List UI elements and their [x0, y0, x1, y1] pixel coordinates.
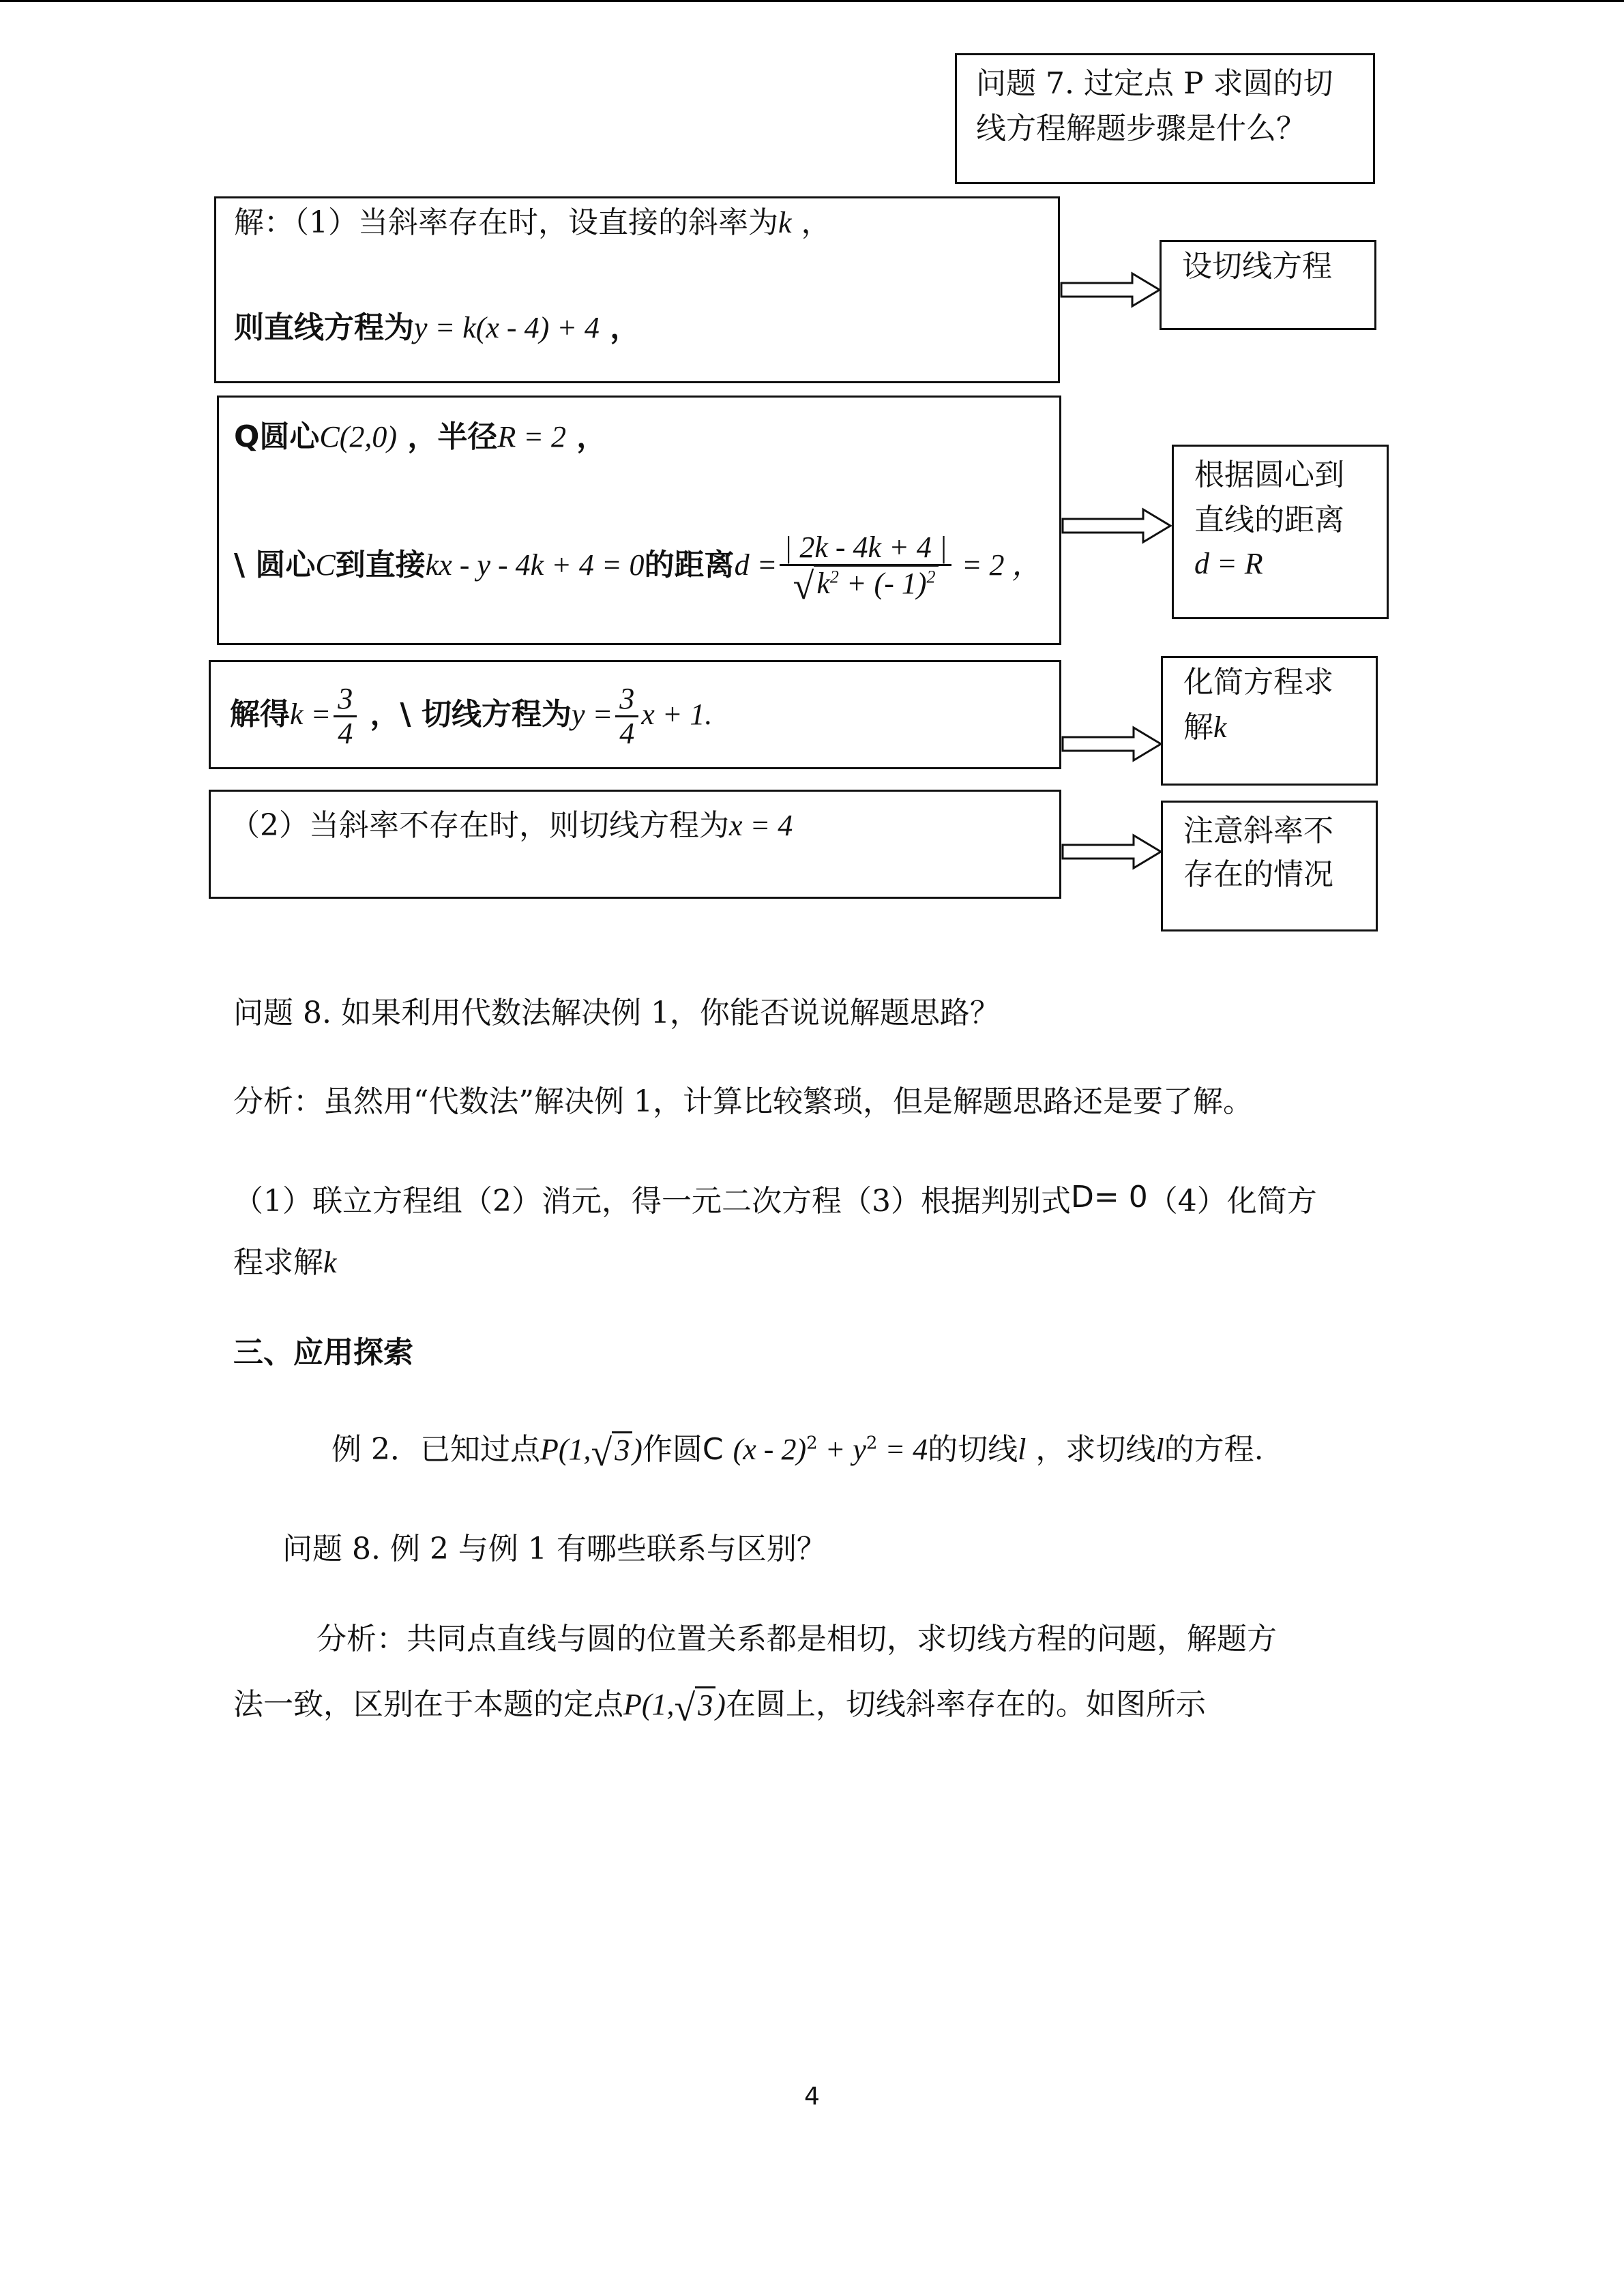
- algebra-steps-text: （1）联立方程组（2）消元，得一元二次方程（3）根据判别式: [233, 1184, 1071, 1219]
- example2-circle: (x - 2): [733, 1433, 807, 1466]
- side2-line1: 根据圆心到: [1194, 458, 1344, 492]
- side-box-3: [1161, 656, 1378, 786]
- box2-line1-suffix: ，: [565, 419, 607, 454]
- slope-denominator: 4: [619, 716, 635, 750]
- example2-tail1: 的切线: [928, 1432, 1018, 1467]
- example2-circle-mid: + y: [817, 1433, 866, 1466]
- box2-line2-text: 到直接: [335, 548, 426, 582]
- den-rest: + (- 1): [838, 566, 927, 600]
- box2-line1: [234, 418, 606, 456]
- example2-sqrt: [591, 1419, 633, 1485]
- box2-line-expr: kx - y - 4k + 4 = 0: [425, 548, 645, 582]
- solution-box-3: [209, 660, 1061, 769]
- top-border-line: [0, 0, 1624, 2]
- den-k-exp: 2: [829, 566, 839, 586]
- example2-circle-end: = 4: [877, 1433, 928, 1466]
- page-number: 4: [804, 2083, 820, 2111]
- analysis2-sqrt-value: 3: [695, 1686, 715, 1722]
- box3-line: [230, 670, 712, 759]
- example2-tail3: 的方程.: [1164, 1432, 1264, 1467]
- box1-line1: [234, 204, 831, 242]
- discriminant-expr: D= 0: [1070, 1180, 1148, 1214]
- question8-text: 问题 8. 如果利用代数法解决例 1，你能否说说解题思路？: [233, 996, 1000, 1030]
- analysis-text: 分析：虽然用“代数法”解决例 1，计算比较繁琐，但是解题思路还是要了解。: [233, 1084, 1253, 1119]
- box3-mid: ，\ 切线方程为: [359, 697, 572, 732]
- box2-center: C(2,0): [319, 420, 398, 453]
- box2-line2-prefix: \ 圆心: [234, 548, 316, 582]
- box1-slope-var: k: [778, 206, 792, 239]
- side4-line2: 存在的情况: [1183, 857, 1333, 892]
- algebra-steps-suffix: （4）化简方: [1147, 1184, 1317, 1219]
- analysis2-line2-suffix: 在圆上，切线斜率存在的。如图所示: [725, 1687, 1206, 1722]
- example2-tail2: ，求切线: [1026, 1432, 1156, 1467]
- side3-line2-text: 解: [1183, 710, 1213, 745]
- sqrt-symbol: √: [793, 565, 814, 608]
- box2-d-var: d =: [734, 548, 778, 582]
- box3-y-eq: y =: [571, 698, 613, 731]
- side-box-2: [1172, 445, 1389, 619]
- example2-sqrt-value: 3: [612, 1431, 632, 1467]
- sqrt-symbol: √: [591, 1431, 612, 1474]
- k-numerator: 3: [334, 683, 357, 717]
- distance-result: = 2 ，: [954, 548, 1042, 582]
- side4-line1: 注意斜率不: [1183, 814, 1333, 848]
- question7-box: [955, 53, 1375, 184]
- example2-prefix: 例 2．已知: [331, 1432, 480, 1467]
- example2-text: [331, 1418, 1264, 1484]
- box2-line1-mid: ，半径: [397, 419, 498, 454]
- box2-c-var: C: [315, 548, 336, 582]
- box1-line1-text: 解：（1）当斜率存在时，设直接的斜率为: [234, 205, 778, 240]
- side3-line2: [1183, 709, 1227, 747]
- den-k: k: [816, 566, 830, 600]
- analysis2-point-end: ): [715, 1688, 726, 1721]
- question8b-text: 问题 8. 例 2 与例 1 有哪些联系与区别？: [282, 1532, 827, 1566]
- box2-radius: R = 2: [497, 420, 566, 453]
- question7-line1: 问题 7. 过定点 P 求圆的切: [976, 66, 1333, 101]
- example2-l: l: [1018, 1433, 1027, 1466]
- arrow-right-icon: [1061, 833, 1164, 870]
- example2-point-end: ): [632, 1433, 643, 1466]
- distance-denominator: [780, 565, 951, 608]
- box2-line2-text2: 的距离: [644, 548, 735, 582]
- question7-line2: 线方程解题步骤是什么？: [976, 111, 1306, 146]
- slope-numerator: 3: [615, 683, 638, 717]
- side3-k-var: k: [1213, 711, 1227, 744]
- example2-circle-exp2: 2: [866, 1433, 878, 1454]
- algebra-k-var: k: [323, 1246, 337, 1279]
- arrow-right-icon: [1061, 507, 1173, 544]
- analysis2-line1: 分析：共同点直线与圆的位置关系都是相切，求切线方程的问题，解题方: [316, 1622, 1277, 1656]
- box2-line1-text: Q圆心: [234, 419, 320, 454]
- sqrt-symbol: √: [674, 1686, 696, 1729]
- algebra-steps-line2-text: 程求解: [233, 1245, 323, 1280]
- analysis2-sqrt: [675, 1674, 716, 1740]
- example2-bold: 过点: [479, 1432, 540, 1467]
- box2-line2: [234, 524, 1042, 606]
- section-heading: 三、应用探索: [233, 1335, 413, 1370]
- k-fraction: [334, 683, 357, 750]
- box1-line1-suffix: ，: [791, 205, 831, 240]
- side1-text: 设切线方程: [1182, 249, 1332, 284]
- distance-numerator: | 2k - 4k + 4 |: [780, 531, 951, 566]
- solution-box-2: [217, 396, 1061, 645]
- analysis2-point: P(1,: [623, 1688, 675, 1721]
- analysis2-line2-prefix: 法一致，区别在于本题的定点: [233, 1687, 623, 1722]
- side-box-4: [1161, 801, 1378, 931]
- analysis2-line2: [233, 1673, 1206, 1739]
- k-denominator: 4: [338, 716, 353, 750]
- solution-box-1: [214, 196, 1060, 383]
- example2-circle-exp: 2: [806, 1433, 818, 1454]
- solution-box-4: [209, 790, 1061, 899]
- box4-expr: x = 4: [729, 809, 793, 842]
- example2-mid: 作圆: [642, 1432, 703, 1467]
- example2-l2: l: [1155, 1433, 1164, 1466]
- side2-line3: d = R: [1194, 547, 1263, 580]
- arrow-right-icon: [1060, 271, 1162, 308]
- side-box-1: [1160, 240, 1376, 330]
- distance-fraction: [780, 530, 951, 608]
- den-exp: 2: [926, 566, 936, 586]
- algebra-steps-line2: [233, 1232, 337, 1294]
- arrow-right-icon: [1061, 726, 1164, 762]
- algebra-steps-line1: [233, 1166, 1317, 1233]
- box4-line: [230, 807, 793, 845]
- box4-text: （2）当斜率不存在时，则切线方程为: [230, 808, 729, 843]
- example2-c: C: [702, 1432, 733, 1467]
- side3-line1: 化简方程求: [1183, 665, 1333, 700]
- box1-line2: [234, 309, 640, 347]
- example2-point: P(1,: [540, 1433, 591, 1466]
- side2-line2: 直线的距离: [1194, 503, 1344, 537]
- slope-fraction: [615, 683, 638, 750]
- box1-line-equation: y = k(x - 4) + 4: [414, 311, 600, 344]
- box1-line2-text: 则直线方程为: [234, 310, 414, 345]
- box3-prefix: 解得: [230, 697, 290, 732]
- box3-suffix: x + 1.: [641, 698, 713, 731]
- box3-k-eq: k =: [290, 698, 331, 731]
- box1-line2-suffix: ，: [599, 310, 640, 345]
